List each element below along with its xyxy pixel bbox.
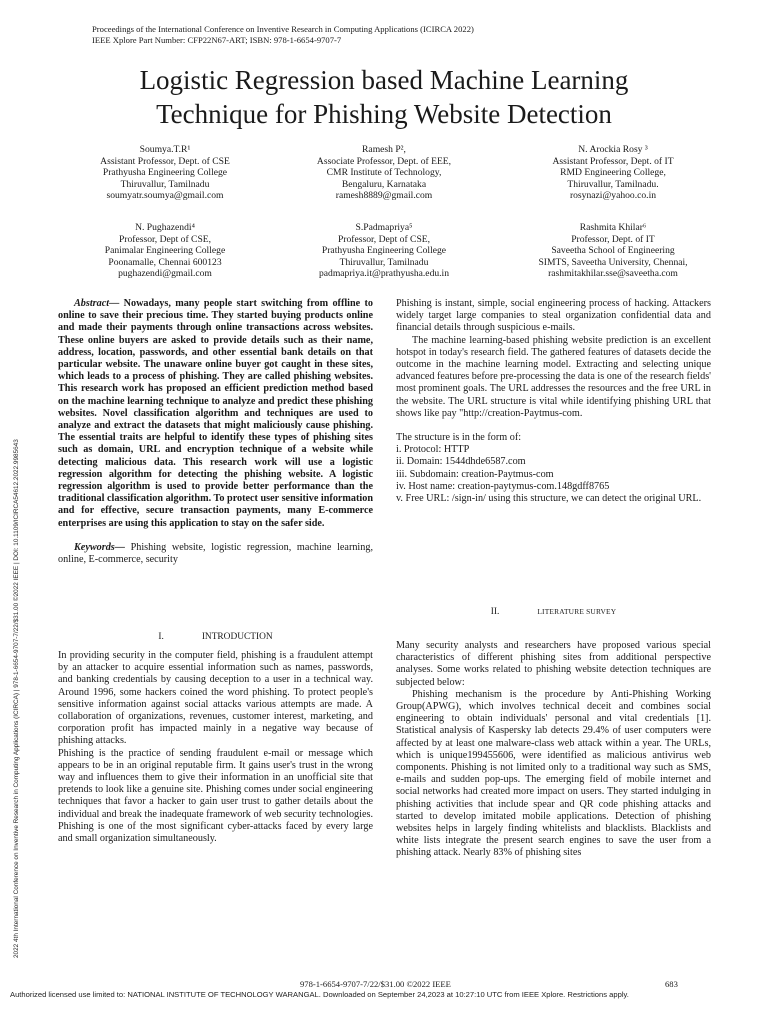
author-org: Panimalar Engineering College: [104, 245, 226, 257]
author-block-2: [279, 144, 489, 202]
section-heading-literature-survey: [396, 607, 711, 617]
keywords-text: Phishing website, logistic regression, machine learning, online, E-commerce, security: [58, 541, 373, 566]
author-org: Saveetha School of Engineering: [551, 245, 675, 257]
author-role: Professor, Dept of CSE,: [118, 233, 212, 245]
author-org: Prathyusha Engineering College: [102, 167, 228, 179]
author-org: RMD Engineering College,: [560, 167, 666, 179]
paper-title: [60, 63, 708, 131]
author-email: rashmitakhilar.sse@saveetha.com: [548, 268, 678, 280]
structure-item-3: iii. Subdomain: creation-Paytmus-com: [396, 468, 554, 480]
right-column-top: [396, 298, 711, 505]
author-name: S.Padmapriya⁵: [355, 222, 413, 233]
abstract-text: Nowadays, many people start switching from offline to online to save their precious time. They started buying products online and made their payments through online transactions across websites. These online buyers are asked to provide details such as their name, address, location, passwords, and other essential bank details on that particular website. The unaware online buyer got caught in these sites, which leads to a process of phishing. They are called phishing websites. This research work has proposed an efficient prediction method based on the machine learning technique to analyze and predict these phishing websites. Novel classification algorithm and techniques are used to analyze and extract the datasets that might maliciously cause phishing. The essential traits are helpful to identify these types of phishing sites such as domain, URL and encryption technique of a website while detecting malicious data. This research work will use a logistic regression algorithm for detecting the phishing website. A logistic regression algorithm is used to provide better performance than the traditional classification algorithm. To protect user sensitive information and for effective, secure transaction payments, many E-commerce enterprises are using this application to stay on the safer side.: [58, 298, 373, 529]
author-block-5: [279, 222, 489, 280]
section-number: II.: [490, 607, 500, 617]
author-place: Thiruvallur, Tamilnadu: [339, 256, 429, 268]
author-place: SIMTS, Saveetha University, Chennai,: [538, 256, 688, 268]
section-title: LITERATURE SURVEY: [537, 607, 617, 616]
author-org: Prathyusha Engineering College: [321, 245, 447, 257]
author-name: N. Arockia Rosy ³: [578, 144, 648, 155]
author-name: Ramesh P²,: [362, 144, 406, 155]
abstract: [58, 298, 373, 530]
structure-intro: The structure is in the form of:: [396, 432, 522, 444]
right-paragraph-1: Phishing is instant, simple, social engineering process of hacking. Attackers widely target large companies to steal organization confidential data and financial details through suspicious e-mails.: [396, 298, 711, 334]
author-name: Rashmita Khilar⁶: [579, 222, 647, 233]
keywords-lead: Keywords—: [74, 541, 125, 553]
author-email: ramesh8889@gmail.com: [335, 190, 433, 202]
introduction-body: [58, 650, 373, 845]
literature-survey-body: [396, 640, 711, 860]
structure-item-5: v. Free URL: /sign-in/ using this structure, we can detect the original URL.: [396, 493, 702, 505]
author-block-3: [508, 144, 718, 202]
author-email: padmapriya.it@prathyusha.edu.in: [318, 268, 450, 280]
right-paragraph-2: The machine learning-based phishing website prediction is an excellent hotspot in today's research field. The gathered features of datasets decide the outcome in the machine learning model. Extracting and selecting unique advanced features before pre-processing the data is one of the research fields' most prominent goals. The URL addresses the resources and the free URL in the website. The URL structure is vital while identifying phishing URL that shows like pay "http://creation-Paytmus-com.: [396, 334, 711, 419]
author-email: pughazendi@gmail.com: [118, 268, 212, 280]
author-place: Thiruvallur, Tamilnadu: [120, 178, 210, 190]
author-role: Assistant Professor, Dept. of IT: [552, 155, 674, 167]
author-role: Assistant Professor, Dept. of CSE: [100, 155, 230, 167]
structure-item-1: i. Protocol: HTTP: [396, 444, 470, 456]
author-role: Associate Professor, Dept. of EEE,: [316, 155, 452, 167]
structure-item-2: ii. Domain: 1544dhde6587.com: [396, 456, 526, 468]
author-org: CMR Institute of Technology,: [326, 167, 442, 179]
author-name: N. Pughazendi⁴: [135, 222, 195, 233]
author-place: Poonamalle, Chennai 600123: [108, 256, 222, 268]
author-block-6: [508, 222, 718, 280]
author-place: Bengaluru, Karnataka: [341, 178, 427, 190]
paper-title-line2: Technique for Phishing Website Detection: [156, 99, 612, 129]
author-block-1: [60, 144, 270, 202]
left-column: [58, 298, 373, 566]
section-number: I.: [158, 632, 164, 642]
author-place: Thiruvallur, Tamilnadu.: [567, 178, 659, 190]
structure-item-4: iv. Host name: creation-paytymus-com.148gdff8765: [396, 480, 610, 492]
abstract-lead: Abstract—: [74, 298, 120, 309]
author-email: rosynazi@yahoo.co.in: [569, 190, 657, 202]
conference-header-line2: IEEE Xplore Part Number: CFP22N67-ART; ISBN: 978-1-6654-9707-7: [92, 35, 342, 45]
author-name: Soumya.T.R¹: [139, 144, 191, 155]
license-notice: Authorized licensed use limited to: NATIONAL INSTITUTE OF TECHNOLOGY WARANGAL. Downloaded on September 24,2023 at 10:27:10 UTC from IEEE Xplore. Restrictions apply.: [10, 990, 629, 999]
conference-header: [92, 24, 474, 46]
keywords: [58, 542, 373, 566]
side-citation-note: 2022 4th International Conference on Inventive Research in Computing Applications (ICIRCA) | 978-1-6654-9707-7/22/$31.00 ©2022 IEEE | DOI: 10.1109/ICIRCA54612.2022.9985643: [13, 439, 20, 958]
conference-header-line1: Proceedings of the International Conference on Inventive Research in Computing Applications (ICIRCA 2022): [92, 24, 474, 34]
author-role: Professor, Dept. of IT: [571, 233, 655, 245]
section-title: INTRODUCTION: [201, 632, 273, 642]
lit-paragraph-1: Many security analysts and researchers have proposed various special characteristics of different phishing sites from additional perspective analyses. Some works related to phishing website detection techniques are subjected below:: [396, 640, 711, 688]
page-number: 683: [665, 979, 678, 989]
author-block-4: [60, 222, 270, 280]
author-email: soumyatr.soumya@gmail.com: [106, 190, 224, 202]
footer-copyright: 978-1-6654-9707-7/22/$31.00 ©2022 IEEE: [300, 979, 451, 989]
section-heading-introduction: [58, 632, 373, 642]
intro-paragraph-1: In providing security in the computer field, phishing is a fraudulent attempt by an attacker to acquire essential information such as names, passwords, and banking credentials by causing deception to a user in a technical way. Around 1996, some hackers coined the word phishing. To protect people's sensitive information against social attacks various attempts are made. A collaboration of organizations, revenues, customer interest, marketing, and corporation profit has impacted mainly in a negative way because of phishing attacks.: [58, 650, 373, 747]
paper-title-line1: Logistic Regression based Machine Learning: [139, 65, 629, 95]
author-role: Professor, Dept of CSE,: [337, 233, 431, 245]
lit-paragraph-2: Phishing mechanism is the procedure by Anti-Phishing Working Group(APWG), which involves technical deceit and combines social engineering to obtain individuals' personal and vital credentials [1]. Statistical analysis of Kaspersky lab detects 29.4% of user computers were affected by at least one malware-class web attack within a year. The URLs, which is unique199455606, were identified as malicious antivirus web components. Phishing is not limited only to a traditional way such as SMS, e-mails and sudden pop-ups. The emerging field of mobile internet and social networks had created more impact on users. They started indulging in phishing activities that include spear and QR code phishing attacks and started to develop imitated mobile applications. Detection of phishing websites helps in largely finding whitelists and blacklists. Blacklists and white lists integrate the present search engines to save the user from a phishing attack. Nearly 83% of phishing sites: [396, 688, 711, 859]
intro-paragraph-2: Phishing is the practice of sending fraudulent e-mail or message which appears to be in an original reputable firm. It gains user's trust in the wrong way and influences them to give their information in an unofficial site that pretends to look like a genuine site. Phishing comes under social engineering techniques that favor a hacker to gain user trust to gather details about the individual and break the inadequate framework of web security technologies. Phishing is one of the most significant cyber-attacks faced by every large and small organization simultaneously.: [58, 747, 373, 845]
